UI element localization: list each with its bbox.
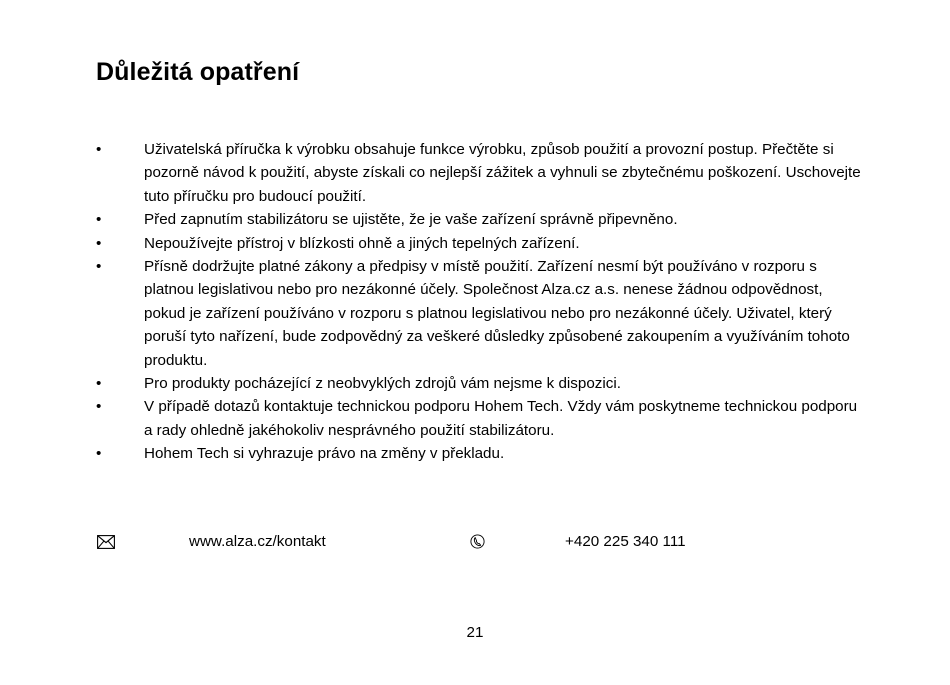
list-item (96, 208, 866, 231)
bullet-icon: • (96, 141, 102, 158)
phone-icon (470, 534, 485, 549)
page-title: Důležitá opatření (96, 58, 300, 86)
list-item (96, 138, 866, 208)
bullet-icon: • (96, 211, 102, 229)
contact-row (0, 530, 950, 554)
bullet-icon: • (96, 258, 102, 276)
page-number: 21 (466, 624, 484, 641)
envelope-icon (97, 535, 115, 549)
bullet-icon: • (96, 398, 102, 416)
precautions-list (96, 138, 866, 466)
list-item-text: Uživatelská příručka k výrobku obsahuje funkce výrobku, způsob použití a provozní postup. Přečtěte si pozorně návod k použití, abyste získali co nejlepší zážitek a vyhnuli se zbytečnému poškození. Uschovejte tuto příručku pro budoucí použití. (144, 141, 861, 205)
bullet-icon: • (96, 375, 102, 393)
list-item (96, 395, 866, 442)
list-item (96, 442, 866, 465)
list-item (96, 372, 866, 395)
list-item-text: Pro produkty pocházející z neobvyklých zdrojů vám nejsme k dispozici. (144, 375, 621, 393)
list-item (96, 255, 866, 372)
list-item-text: Hohem Tech si vyhrazuje právo na změny v překladu. (144, 445, 505, 463)
contact-website-link[interactable]: www.alza.cz/kontakt (189, 533, 326, 550)
list-item-text: Před zapnutím stabilizátoru se ujistěte, že je vaše zařízení správně připevněno. (144, 211, 678, 229)
list-item (96, 232, 866, 255)
list-item-text: Přísně dodržujte platné zákony a předpisy v místě použití. Zařízení nesmí být používáno v rozporu s platnou legislativou nebo pro nezákonné účely. Společnost Alza.cz a.s. nenese žádnou odpovědnost, pokud je zařízení používáno v rozporu s platnou legislativou nebo pro nezákonné účely. Uživatel, který poruší tyto nařízení, bude zodpovědný za veškeré důsledky způsobené zakoupením a využíváním tohoto produktu. (144, 258, 850, 369)
bullet-icon: • (96, 445, 102, 463)
bullet-icon: • (96, 234, 102, 252)
contact-phone-number[interactable]: +420 225 340 111 (565, 533, 686, 550)
list-item-text: V případě dotazů kontaktuje technickou podporu Hohem Tech. Vždy vám poskytneme technickou podporu a rady ohledně jakéhokoliv nesprávného použití stabilizátoru. (144, 398, 858, 439)
list-item-text: Nepoužívejte přístroj v blízkosti ohně a jiných tepelných zařízení. (144, 234, 580, 252)
